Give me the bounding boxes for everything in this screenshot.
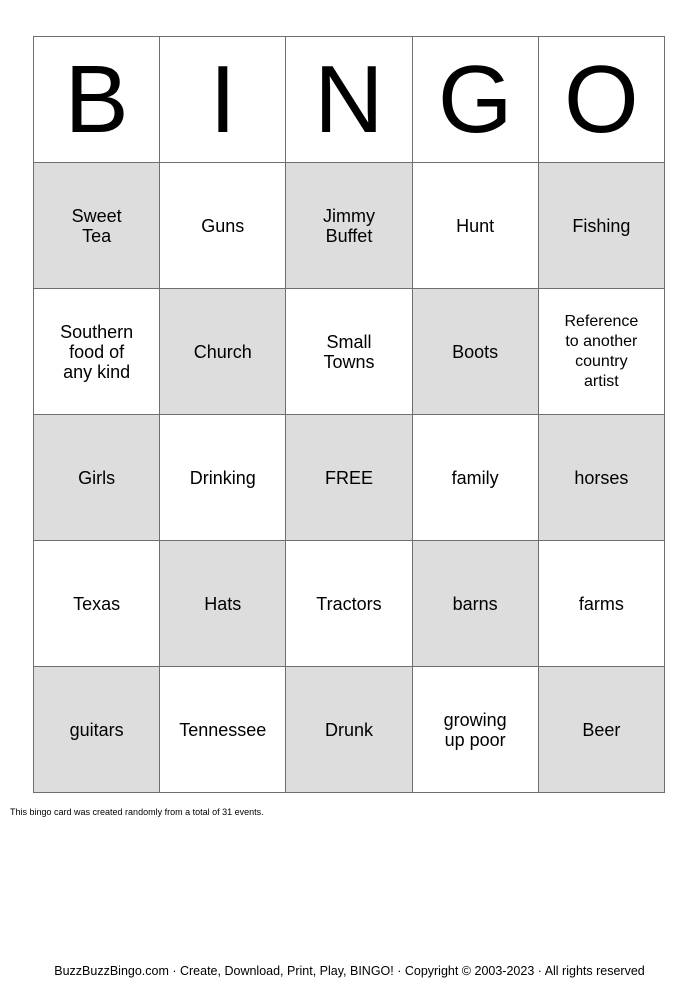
bingo-cell: [412, 289, 538, 415]
bingo-cell-text: Hats: [204, 593, 242, 614]
bingo-cell: [538, 415, 664, 541]
bingo-cell: [160, 163, 286, 289]
bingo-cell: [160, 415, 286, 541]
bingo-cell: [538, 163, 664, 289]
bingo-cell: [34, 667, 160, 793]
bingo-cell-text: Beer: [582, 719, 621, 740]
bingo-cell: [286, 541, 412, 667]
page-footer: BuzzBuzzBingo.com · Create, Download, Print, Play, BINGO! · Copyright © 2003-2023 · All rights reserved: [54, 964, 645, 978]
bingo-cell: [286, 289, 412, 415]
bingo-cell-text: farms: [578, 593, 624, 614]
header-letter-n: N: [286, 37, 412, 163]
bingo-cell: [538, 289, 664, 415]
bingo-cell: [412, 415, 538, 541]
bingo-cell: [286, 667, 412, 793]
bingo-cell-text: Texas: [73, 593, 121, 614]
bingo-cell: [160, 541, 286, 667]
bingo-cell-text: growing up poor: [443, 709, 507, 750]
bingo-cell: [286, 163, 412, 289]
header-letter-g: G: [412, 37, 538, 163]
bingo-row-2: [34, 289, 665, 415]
bingo-cell: [538, 541, 664, 667]
bingo-cell-text: guitars: [69, 719, 124, 740]
bingo-header-row: [34, 37, 665, 163]
bingo-cell: [160, 667, 286, 793]
bingo-cell: [34, 163, 160, 289]
bingo-row-3: [34, 415, 665, 541]
header-letter-b: B: [34, 37, 160, 163]
bingo-cell: [412, 541, 538, 667]
free-space-text: FREE: [324, 467, 373, 488]
bingo-row-1: [34, 163, 665, 289]
bingo-card: [33, 36, 665, 793]
bingo-cell: [412, 667, 538, 793]
bingo-cell-text: Drinking: [189, 467, 256, 488]
bingo-cell-text: Reference to another country artist: [564, 312, 639, 390]
bingo-cell: [160, 289, 286, 415]
bingo-cell: [412, 163, 538, 289]
bingo-cell: [34, 289, 160, 415]
header-letter-i: I: [160, 37, 286, 163]
bingo-cell-text: horses: [574, 467, 629, 488]
bingo-cell-text: Fishing: [572, 215, 631, 236]
bingo-cell: [34, 541, 160, 667]
bingo-cell-text: Church: [193, 341, 252, 362]
bingo-cell-text: Jimmy Buffet: [322, 205, 375, 246]
bingo-cell: [34, 415, 160, 541]
bingo-cell-text: Tractors: [316, 593, 382, 614]
bingo-cell-text: Guns: [201, 215, 245, 236]
bingo-cell-text: barns: [452, 593, 498, 614]
bingo-cell-text: Hunt: [456, 215, 495, 236]
bingo-cell-text: Small Towns: [323, 331, 375, 372]
bingo-cell-text: Southern food of any kind: [60, 321, 134, 382]
bingo-cell-text: Girls: [78, 467, 116, 488]
bingo-cell-text: Tennessee: [179, 719, 267, 740]
bingo-row-5: [34, 667, 665, 793]
bingo-cell-text: Drunk: [324, 719, 373, 740]
header-letter-o: O: [538, 37, 664, 163]
bingo-row-4: [34, 541, 665, 667]
bingo-cell: [538, 667, 664, 793]
card-note: This bingo card was created randomly from a total of 31 events.: [10, 807, 264, 817]
bingo-cell-text: Sweet Tea: [71, 205, 122, 246]
bingo-cell-text: Boots: [452, 341, 499, 362]
bingo-cell-text: family: [451, 467, 499, 488]
free-space-cell: [286, 415, 412, 541]
